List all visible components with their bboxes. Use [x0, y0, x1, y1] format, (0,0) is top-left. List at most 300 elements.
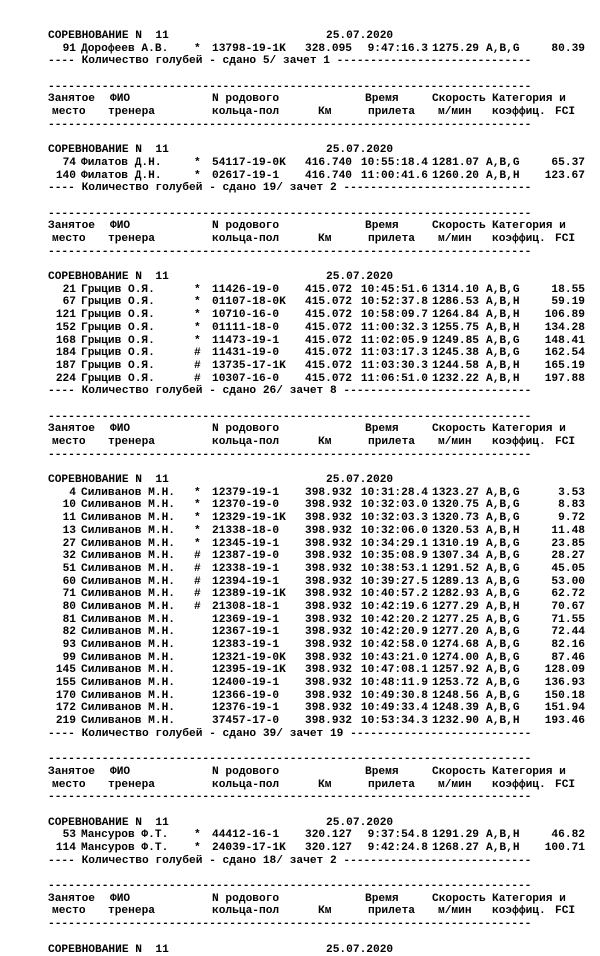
row-km: 398.932 — [305, 690, 352, 703]
row-coach: Грыцив О.Я. — [81, 347, 155, 360]
row-mark: * — [194, 512, 201, 525]
header-speed: Скорость — [432, 423, 486, 436]
result-row — [0, 525, 600, 538]
row-km: 415.072 — [305, 309, 352, 322]
row-mark: * — [194, 335, 201, 348]
row-place: 10 — [63, 499, 76, 512]
row-mark: * — [194, 538, 201, 551]
row-place: 80 — [63, 601, 76, 614]
result-row — [0, 550, 600, 563]
competition-date: 25.07.2020 — [326, 30, 393, 43]
header-fci: FCI — [555, 905, 575, 918]
row-ring: 01111-18-0 — [212, 322, 279, 335]
row-fci: 100.71 — [545, 842, 585, 855]
row-mark: * — [194, 170, 201, 183]
row-category: A,B,G — [486, 677, 520, 690]
row-time: 11:06:51.0 — [361, 373, 428, 386]
row-mark: * — [194, 842, 201, 855]
header-coach: тренера — [108, 233, 155, 246]
dash-separator: ------------------------------------------------------------------------ — [48, 81, 531, 94]
header-place: Занятое — [48, 893, 95, 906]
header-place: Занятое — [48, 220, 95, 233]
row-time: 11:00:41.6 — [361, 170, 428, 183]
row-ring: 12395-19-1K — [212, 664, 286, 677]
table-header-row-1 — [0, 766, 600, 779]
separator-line — [0, 449, 600, 462]
result-row — [0, 639, 600, 652]
result-row — [0, 499, 600, 512]
row-fci: 72.44 — [551, 626, 585, 639]
result-row — [0, 563, 600, 576]
row-fci: 80.39 — [551, 43, 585, 56]
header-category: Категория и — [492, 423, 566, 436]
row-coach: Силиванов М.Н. — [81, 601, 175, 614]
competition-line — [0, 271, 600, 284]
row-category: A,B,G — [486, 626, 520, 639]
row-category: A,B,G — [486, 157, 520, 170]
row-mark: # — [194, 550, 201, 563]
table-header-row-2 — [0, 233, 600, 246]
row-coach: Силиванов М.Н. — [81, 563, 175, 576]
result-row — [0, 588, 600, 601]
row-speed: 1268.27 — [432, 842, 479, 855]
row-km: 398.932 — [305, 626, 352, 639]
row-place: 168 — [56, 335, 76, 348]
row-speed: 1274.68 — [432, 639, 479, 652]
row-time: 9:42:24.8 — [368, 842, 428, 855]
result-row — [0, 576, 600, 589]
row-speed: 1253.72 — [432, 677, 479, 690]
row-km: 415.072 — [305, 296, 352, 309]
separator-line — [0, 119, 600, 132]
result-row — [0, 715, 600, 728]
row-speed: 1274.00 — [432, 652, 479, 665]
row-fci: 9.72 — [558, 512, 585, 525]
summary-line — [0, 728, 600, 741]
row-km: 398.932 — [305, 677, 352, 690]
row-ring: 12370-19-0 — [212, 499, 279, 512]
row-km: 398.932 — [305, 664, 352, 677]
result-row — [0, 157, 600, 170]
row-fci: 45.05 — [551, 563, 585, 576]
header-arrival: прилета — [368, 779, 415, 792]
row-coach: Грыцив О.Я. — [81, 373, 155, 386]
row-speed: 1320.73 — [432, 512, 479, 525]
row-category: A,B,H — [486, 373, 520, 386]
row-time: 10:42:19.6 — [361, 601, 428, 614]
result-row — [0, 335, 600, 348]
row-ring: 10710-16-0 — [212, 309, 279, 322]
row-coach: Силиванов М.Н. — [81, 550, 175, 563]
header-ring: N родового — [212, 423, 279, 436]
header-speed: Скорость — [432, 893, 486, 906]
row-km: 398.932 — [305, 550, 352, 563]
row-speed: 1289.13 — [432, 576, 479, 589]
competition-date: 25.07.2020 — [326, 817, 393, 830]
row-fci: 8.83 — [558, 499, 585, 512]
row-time: 9:47:16.3 — [368, 43, 428, 56]
row-speed: 1257.92 — [432, 664, 479, 677]
row-ring: 12338-19-1 — [212, 563, 279, 576]
header-place: Занятое — [48, 93, 95, 106]
header-place: Занятое — [48, 766, 95, 779]
row-speed: 1248.39 — [432, 702, 479, 715]
row-category: A,B,G — [486, 690, 520, 703]
row-km: 416.740 — [305, 170, 352, 183]
row-fci: 106.89 — [545, 309, 585, 322]
row-km: 398.932 — [305, 702, 352, 715]
row-speed: 1281.07 — [432, 157, 479, 170]
result-row — [0, 373, 600, 386]
row-coach: Силиванов М.Н. — [81, 512, 175, 525]
row-speed: 1260.20 — [432, 170, 479, 183]
table-header-row-2 — [0, 436, 600, 449]
header-km: Км — [318, 779, 331, 792]
row-category: A,B,G — [486, 487, 520, 500]
dash-separator: ------------------------------------------------------------------------ — [48, 449, 531, 462]
row-fci: 28.27 — [551, 550, 585, 563]
competition-line — [0, 30, 600, 43]
row-speed: 1286.53 — [432, 296, 479, 309]
row-ring: 12367-19-1 — [212, 626, 279, 639]
result-row — [0, 170, 600, 183]
competition-line — [0, 817, 600, 830]
row-km: 398.932 — [305, 487, 352, 500]
result-row — [0, 842, 600, 855]
row-place: 140 — [56, 170, 76, 183]
row-ring: 37457-17-0 — [212, 715, 279, 728]
row-speed: 1232.90 — [432, 715, 479, 728]
summary-count: ---- Количество голубей - сдано 18/ зачет 2 ---------------------------- — [48, 855, 531, 868]
header-coefficient: коэффиц. — [492, 233, 546, 246]
header-ring-sex: кольца-пол — [212, 436, 279, 449]
result-row — [0, 829, 600, 842]
table-header-row-1 — [0, 220, 600, 233]
header-fci: FCI — [555, 233, 575, 246]
row-ring: 02617-19-1 — [212, 170, 279, 183]
dash-separator: ------------------------------------------------------------------------ — [48, 119, 531, 132]
separator-line — [0, 246, 600, 259]
summary-line — [0, 182, 600, 195]
row-time: 10:32:03.3 — [361, 512, 428, 525]
row-fci: 3.53 — [558, 487, 585, 500]
row-fci: 151.94 — [545, 702, 585, 715]
competition-title: СОРЕВНОВАНИЕ N 11 — [48, 271, 169, 284]
row-km: 398.932 — [305, 499, 352, 512]
row-coach: Силиванов М.Н. — [81, 626, 175, 639]
table-header-row-1 — [0, 893, 600, 906]
row-fci: 197.88 — [545, 373, 585, 386]
row-fci: 46.82 — [551, 829, 585, 842]
header-name: ФИО — [110, 766, 130, 779]
header-category: Категория и — [492, 220, 566, 233]
row-time: 9:37:54.8 — [368, 829, 428, 842]
row-speed: 1245.38 — [432, 347, 479, 360]
row-coach: Силиванов М.Н. — [81, 677, 175, 690]
row-coach: Силиванов М.Н. — [81, 702, 175, 715]
row-category: A,B,H — [486, 170, 520, 183]
row-speed: 1249.85 — [432, 335, 479, 348]
header-time: Время — [365, 766, 399, 779]
row-fci: 162.54 — [545, 347, 585, 360]
dash-separator: ------------------------------------------------------------------------ — [48, 753, 531, 766]
header-km: Км — [318, 106, 331, 119]
row-ring: 12394-19-1 — [212, 576, 279, 589]
result-row — [0, 309, 600, 322]
header-category: Категория и — [492, 766, 566, 779]
row-category: A,B,G — [486, 576, 520, 589]
row-ring: 12379-19-1 — [212, 487, 279, 500]
row-coach: Мансуров Ф.Т. — [81, 842, 168, 855]
row-time: 10:39:27.5 — [361, 576, 428, 589]
row-mark: * — [194, 499, 201, 512]
header-speed-unit: м/мин — [438, 905, 472, 918]
row-place: 224 — [56, 373, 76, 386]
row-speed: 1310.19 — [432, 538, 479, 551]
row-ring: 11426-19-0 — [212, 284, 279, 297]
result-row — [0, 284, 600, 297]
row-speed: 1320.53 — [432, 525, 479, 538]
row-category: A,B,H — [486, 715, 520, 728]
row-time: 10:35:08.9 — [361, 550, 428, 563]
row-fci: 70.67 — [551, 601, 585, 614]
summary-count: ---- Количество голубей - сдано 39/ зачет 19 --------------------------- — [48, 728, 531, 741]
header-speed: Скорость — [432, 220, 486, 233]
competition-title: СОРЕВНОВАНИЕ N 11 — [48, 944, 169, 956]
row-coach: Мансуров Ф.Т. — [81, 829, 168, 842]
row-category: A,B,G — [486, 284, 520, 297]
table-header-row-2 — [0, 905, 600, 918]
header-place-2: место — [52, 905, 86, 918]
row-mark: * — [194, 322, 201, 335]
row-coach: Грыцив О.Я. — [81, 284, 155, 297]
row-fci: 148.41 — [545, 335, 585, 348]
row-place: 155 — [56, 677, 76, 690]
separator-line — [0, 81, 600, 94]
row-ring: 12387-19-0 — [212, 550, 279, 563]
row-ring: 13798-19-1K — [212, 43, 286, 56]
row-fci: 23.85 — [551, 538, 585, 551]
row-speed: 1282.93 — [432, 588, 479, 601]
row-fci: 87.46 — [551, 652, 585, 665]
row-ring: 12376-19-1 — [212, 702, 279, 715]
dash-separator: ------------------------------------------------------------------------ — [48, 880, 531, 893]
result-row — [0, 538, 600, 551]
header-ring-sex: кольца-пол — [212, 779, 279, 792]
row-time: 10:45:51.6 — [361, 284, 428, 297]
row-category: A,B,G — [486, 588, 520, 601]
row-ring: 12400-19-1 — [212, 677, 279, 690]
header-place-2: место — [52, 106, 86, 119]
separator-line — [0, 918, 600, 931]
row-ring: 11431-19-0 — [212, 347, 279, 360]
row-time: 10:49:33.4 — [361, 702, 428, 715]
row-speed: 1314.10 — [432, 284, 479, 297]
row-fci: 18.55 — [551, 284, 585, 297]
row-place: 74 — [63, 157, 76, 170]
row-km: 398.932 — [305, 588, 352, 601]
row-ring: 12366-19-0 — [212, 690, 279, 703]
row-place: 219 — [56, 715, 76, 728]
row-mark: # — [194, 360, 201, 373]
row-place: 172 — [56, 702, 76, 715]
row-ring: 54117-19-0K — [212, 157, 286, 170]
row-place: 170 — [56, 690, 76, 703]
result-row — [0, 43, 600, 56]
header-coefficient: коэффиц. — [492, 106, 546, 119]
row-speed: 1291.29 — [432, 829, 479, 842]
header-name: ФИО — [110, 423, 130, 436]
row-mark: * — [194, 43, 201, 56]
row-category: A,B,G — [486, 652, 520, 665]
row-coach: Силиванов М.Н. — [81, 715, 175, 728]
separator-line — [0, 208, 600, 221]
row-mark: * — [194, 309, 201, 322]
row-mark: * — [194, 525, 201, 538]
header-time: Время — [365, 220, 399, 233]
row-category: A,B,G — [486, 347, 520, 360]
summary-count: ---- Количество голубей - сдано 19/ зачет 2 ---------------------------- — [48, 182, 531, 195]
header-speed-unit: м/мин — [438, 436, 472, 449]
row-coach: Силиванов М.Н. — [81, 614, 175, 627]
row-mark: # — [194, 588, 201, 601]
competition-date: 25.07.2020 — [326, 944, 393, 956]
header-ring: N родового — [212, 893, 279, 906]
header-ring: N родового — [212, 766, 279, 779]
row-place: 91 — [63, 43, 76, 56]
row-km: 415.072 — [305, 284, 352, 297]
header-coefficient: коэффиц. — [492, 779, 546, 792]
row-km: 415.072 — [305, 322, 352, 335]
row-coach: Силиванов М.Н. — [81, 525, 175, 538]
row-time: 10:32:03.0 — [361, 499, 428, 512]
header-km: Км — [318, 905, 331, 918]
header-arrival: прилета — [368, 233, 415, 246]
row-fci: 150.18 — [545, 690, 585, 703]
header-speed-unit: м/мин — [438, 779, 472, 792]
competition-title: СОРЕВНОВАНИЕ N 11 — [48, 30, 169, 43]
table-header-row-1 — [0, 93, 600, 106]
row-km: 415.072 — [305, 360, 352, 373]
header-coach: тренера — [108, 106, 155, 119]
header-coach: тренера — [108, 436, 155, 449]
separator-line — [0, 753, 600, 766]
row-speed: 1320.75 — [432, 499, 479, 512]
summary-count: ---- Количество голубей - сдано 26/ зачет 8 ---------------------------- — [48, 385, 531, 398]
row-place: 53 — [63, 829, 76, 842]
row-place: 121 — [56, 309, 76, 322]
row-time: 10:42:20.2 — [361, 614, 428, 627]
result-row — [0, 512, 600, 525]
row-km: 398.932 — [305, 538, 352, 551]
header-arrival: прилета — [368, 106, 415, 119]
row-mark: * — [194, 487, 201, 500]
row-speed: 1291.52 — [432, 563, 479, 576]
row-category: A,B,H — [486, 322, 520, 335]
result-row — [0, 347, 600, 360]
dash-separator: ------------------------------------------------------------------------ — [48, 411, 531, 424]
row-category: A,B,H — [486, 829, 520, 842]
row-km: 398.932 — [305, 512, 352, 525]
row-place: 81 — [63, 614, 76, 627]
header-place-2: место — [52, 779, 86, 792]
row-place: 67 — [63, 296, 76, 309]
dash-separator: ------------------------------------------------------------------------ — [48, 918, 531, 931]
competition-date: 25.07.2020 — [326, 474, 393, 487]
row-ring: 12383-19-1 — [212, 639, 279, 652]
result-row — [0, 664, 600, 677]
competition-title: СОРЕВНОВАНИЕ N 11 — [48, 474, 169, 487]
result-row — [0, 702, 600, 715]
row-category: A,B,H — [486, 601, 520, 614]
row-speed: 1323.27 — [432, 487, 479, 500]
header-arrival: прилета — [368, 905, 415, 918]
row-fci: 165.19 — [545, 360, 585, 373]
row-ring: 12345-19-1 — [212, 538, 279, 551]
row-fci: 11.48 — [551, 525, 585, 538]
row-coach: Грыцив О.Я. — [81, 322, 155, 335]
row-category: A,B,G — [486, 499, 520, 512]
row-coach: Силиванов М.Н. — [81, 652, 175, 665]
header-coefficient: коэффиц. — [492, 436, 546, 449]
header-fci: FCI — [555, 106, 575, 119]
row-place: 99 — [63, 652, 76, 665]
row-fci: 134.28 — [545, 322, 585, 335]
row-category: A,B,G — [486, 639, 520, 652]
dash-separator: ------------------------------------------------------------------------ — [48, 791, 531, 804]
row-category: A,B,G — [486, 550, 520, 563]
row-km: 398.932 — [305, 614, 352, 627]
row-coach: Дорофеев А.В. — [81, 43, 168, 56]
row-km: 398.932 — [305, 601, 352, 614]
row-place: 4 — [69, 487, 76, 500]
row-time: 10:52:37.8 — [361, 296, 428, 309]
row-km: 415.072 — [305, 347, 352, 360]
summary-line — [0, 55, 600, 68]
row-category: A,B,G — [486, 43, 520, 56]
separator-line — [0, 880, 600, 893]
result-row — [0, 690, 600, 703]
result-row — [0, 601, 600, 614]
separator-line — [0, 791, 600, 804]
competition-line — [0, 144, 600, 157]
row-time: 11:00:32.3 — [361, 322, 428, 335]
table-header-row-1 — [0, 423, 600, 436]
summary-count: ---- Количество голубей - сдано 5/ зачет 1 ----------------------------- — [48, 55, 531, 68]
header-ring-sex: кольца-пол — [212, 106, 279, 119]
row-time: 10:47:08.1 — [361, 664, 428, 677]
row-speed: 1255.75 — [432, 322, 479, 335]
row-speed: 1277.29 — [432, 601, 479, 614]
header-ring-sex: кольца-пол — [212, 233, 279, 246]
row-mark: * — [194, 829, 201, 842]
row-fci: 59.19 — [551, 296, 585, 309]
row-mark: # — [194, 347, 201, 360]
header-ring: N родового — [212, 93, 279, 106]
row-place: 152 — [56, 322, 76, 335]
result-row — [0, 360, 600, 373]
row-time: 10:38:53.1 — [361, 563, 428, 576]
header-place: Занятое — [48, 423, 95, 436]
row-coach: Грыцив О.Я. — [81, 296, 155, 309]
row-time: 10:48:11.9 — [361, 677, 428, 690]
row-place: 93 — [63, 639, 76, 652]
header-category: Категория и — [492, 93, 566, 106]
row-coach: Филатов Д.Н. — [81, 157, 162, 170]
row-category: A,B,G — [486, 702, 520, 715]
dash-separator: ------------------------------------------------------------------------ — [48, 246, 531, 259]
row-coach: Силиванов М.Н. — [81, 499, 175, 512]
